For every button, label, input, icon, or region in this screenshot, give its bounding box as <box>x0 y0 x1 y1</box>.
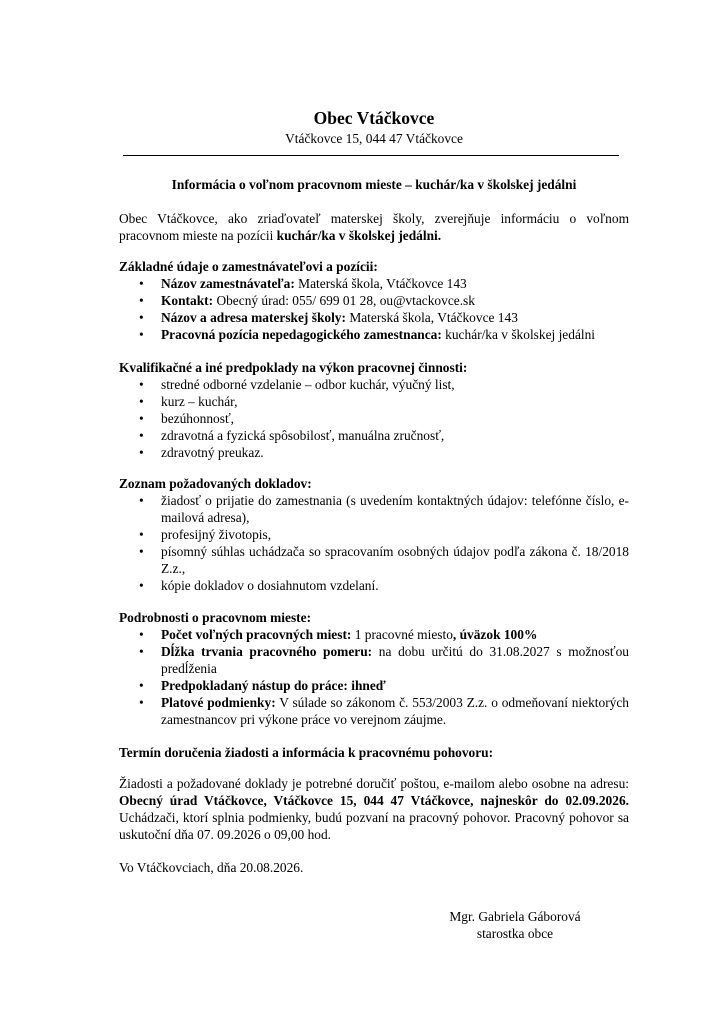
signature-block <box>445 908 585 942</box>
municipality-name: Obec Vtáčkovce <box>313 108 435 128</box>
list-item: • stredné odborné vzdelanie – odbor kuchár, výučný list, <box>119 376 629 393</box>
section-heading: Kvalifikačné a iné predpoklady na výkon pracovnej činnosti: <box>119 360 468 375</box>
letterhead <box>119 108 629 147</box>
list-item <box>119 626 629 643</box>
deadline-heading: Termín doručenia žiadosti a informácia k pracovnému pohovoru: <box>119 745 494 760</box>
item-value: Materská škola, Vtáčkovce 143 <box>345 310 518 325</box>
item-value: Materská škola, Vtáčkovce 143 <box>294 276 467 291</box>
item-label: Pracovná pozícia nepedagogického zamestnanca: <box>161 327 442 342</box>
item-label: Kontakt: <box>161 293 214 308</box>
list-item <box>119 326 629 343</box>
list-item <box>119 694 629 728</box>
item-value: na dobu určitú do 31.08.2027 s možnosťou predĺženia <box>161 644 629 676</box>
section-heading: Základné údaje o zamestnávateľovi a pozícii: <box>119 259 378 274</box>
item-label: Názov a adresa materskej školy: <box>161 310 346 325</box>
list-item <box>119 275 629 292</box>
item-label: Názov zamestnávateľa: <box>161 276 295 291</box>
header-divider <box>123 155 619 156</box>
list-item: • zdravotný preukaz. <box>119 444 629 461</box>
item-value: V súlade so zákonom č. 553/2003 Z.z. o odmeňovaní niektorých zamestnancov pri výkone práce vo verejnom záujme. <box>161 695 629 727</box>
signatory-role: starostka obce <box>476 926 554 941</box>
intro-text: Obec Vtáčkovce, ako zriaďovateľ materskej školy, zverejňuje informáciu o voľnom pracovnom mieste na pozícii <box>119 211 629 243</box>
section-heading: Zoznam požadovaných dokladov: <box>119 476 312 491</box>
list-item <box>119 309 629 326</box>
intro-paragraph <box>119 210 629 244</box>
list-item: • kópie dokladov o dosiahnutom vzdelaní. <box>119 577 629 594</box>
intro-position: kuchár/ka v školskej jedálni. <box>276 228 442 243</box>
list-item <box>119 643 629 677</box>
item-label: Počet voľných pracovných miest: <box>161 627 352 642</box>
document-title: Informácia o voľnom pracovnom mieste – kuchár/ka v školskej jedálni <box>171 177 577 192</box>
list-item: • žiadosť o prijatie do zamestnania (s uvedením kontaktných údajov: telefónne číslo, e-mailová adresa), <box>119 492 629 526</box>
item-value: Obecný úrad: 055/ 699 01 28, ou@vtackovce.sk <box>213 293 475 308</box>
list-item: • kurz – kuchár, <box>119 393 629 410</box>
item-label: Dĺžka trvania pracovného pomeru: <box>161 644 373 659</box>
item-label: Predpokladaný nástup do práce: ihneď <box>161 678 386 693</box>
signatory-name: Mgr. Gabriela Gáborová <box>449 909 581 924</box>
list-item: • profesijný životopis, <box>119 526 629 543</box>
list-item <box>119 677 629 694</box>
municipality-address: Vtáčkovce 15, 044 47 Vtáčkovce <box>285 131 463 146</box>
item-value: 1 pracovné miesto <box>351 627 453 642</box>
item-label: Platové podmienky: <box>161 695 276 710</box>
deadline-text: Žiadosti a požadované doklady je potrebné doručiť poštou, e-mailom alebo osobne na adresu: <box>119 776 629 791</box>
deadline-interview: Uchádzači, ktorí splnia podmienky, budú pozvaní na pracovný pohovor. Pracovný pohovor sa uskutoční dňa 07. 09.2026 o 09,00 hod. <box>119 810 629 842</box>
section-basic <box>119 258 629 343</box>
list-item: • písomný súhlas uchádzača so spracovaním osobných údajov podľa zákona č. 18/2018 Z.z., <box>119 543 629 577</box>
list-item: • zdravotná a fyzická spôsobilosť, manuálna zručnosť, <box>119 427 629 444</box>
section-documents <box>119 475 629 594</box>
list-item: • bezúhonnosť, <box>119 410 629 427</box>
item-extra: , úväzok 100% <box>452 627 538 642</box>
item-value: kuchár/ka v školskej jedálni <box>441 327 596 342</box>
deadline-paragraph <box>119 775 629 843</box>
place-date: Vo Vtáčkovciach, dňa 20.08.2026. <box>119 860 304 875</box>
list-item <box>119 292 629 309</box>
section-details <box>119 609 629 728</box>
section-qualifications <box>119 359 629 461</box>
deadline-address: Obecný úrad Vtáčkovce, Vtáčkovce 15, 044 47 Vtáčkovce, najneskôr do 02.09.2026. <box>119 793 629 808</box>
section-heading: Podrobnosti o pracovnom mieste: <box>119 610 312 625</box>
